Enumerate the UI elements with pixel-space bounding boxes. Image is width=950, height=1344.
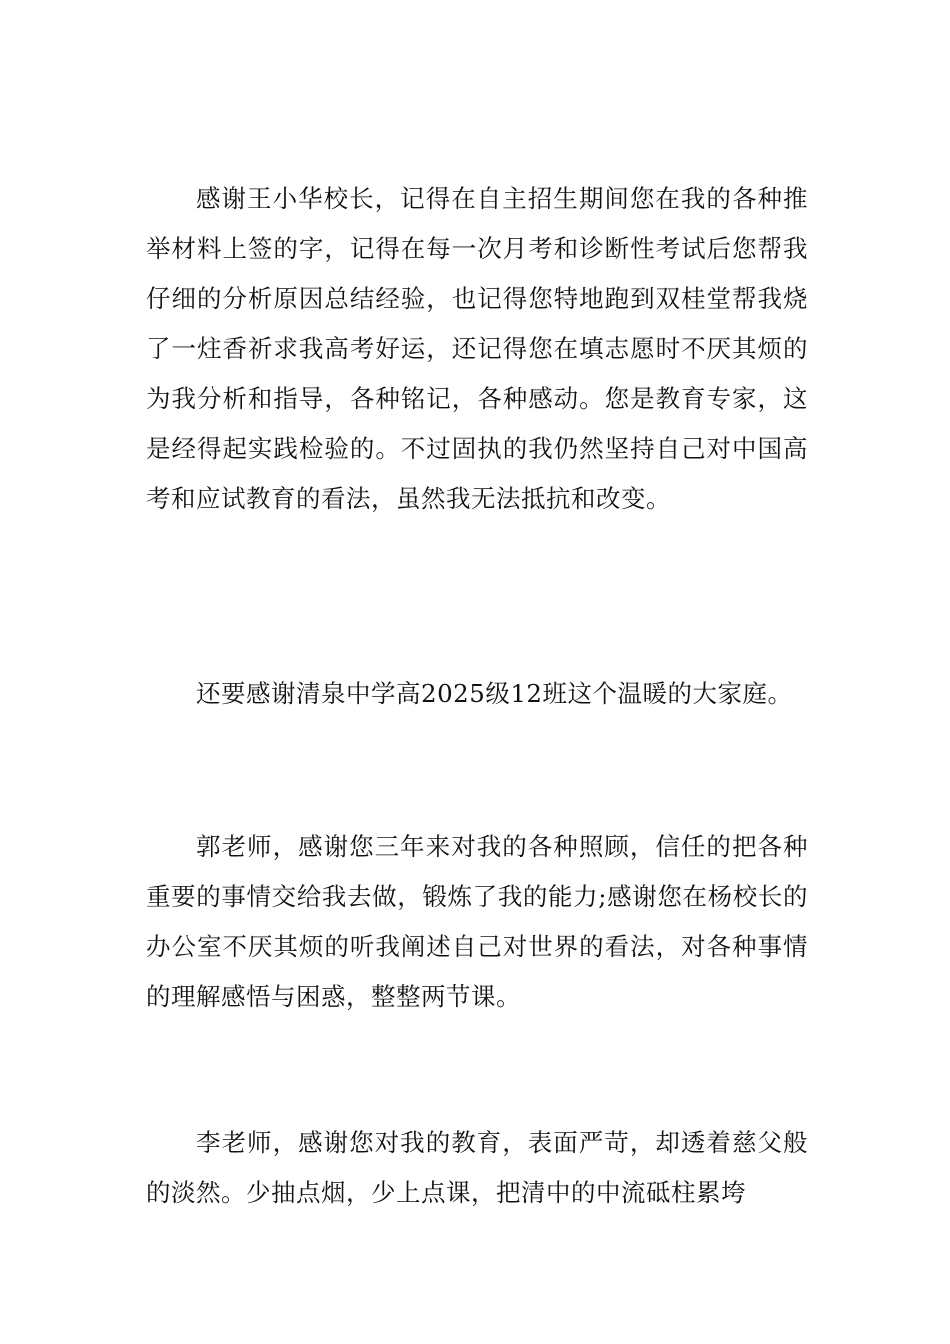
paragraph-thanks-teacher-li: 李老师，感谢您对我的教育，表面严苛，却透着慈父般的淡然。少抽点烟，少上点课，把清中的中流砥柱累垮 [146,1128,808,1207]
paragraph-thanks-principal: 感谢王小华校长，记得在自主招生期间您在我的各种推举材料上签的字，记得在每一次月考和诊断性考试后您帮我仔细的分析原因总结经验，也记得您特地跑到双桂堂帮我烧了一炷香祈求我高考好运，还记得您在填志愿时不厌其烦的为我分析和指导，各种铭记，各种感动。您是教育专家，这是经得起实践检验的。不过固执的我仍然坚持自己对中国高考和应试教育的看法，虽然我无法抵抗和改变。 [146,184,808,513]
paragraph-thanks-teacher-guo: 郭老师，感谢您三年来对我的各种照顾，信任的把各种重要的事情交给我去做，锻炼了我的能力;感谢您在杨校长的办公室不厌其烦的听我阐述自己对世界的看法，对各种事情的理解感悟与困惑，整整两节课。 [146,832,808,1011]
paragraph-thanks-class: 还要感谢清泉中学高2025级12班这个温暖的大家庭。 [196,679,793,708]
